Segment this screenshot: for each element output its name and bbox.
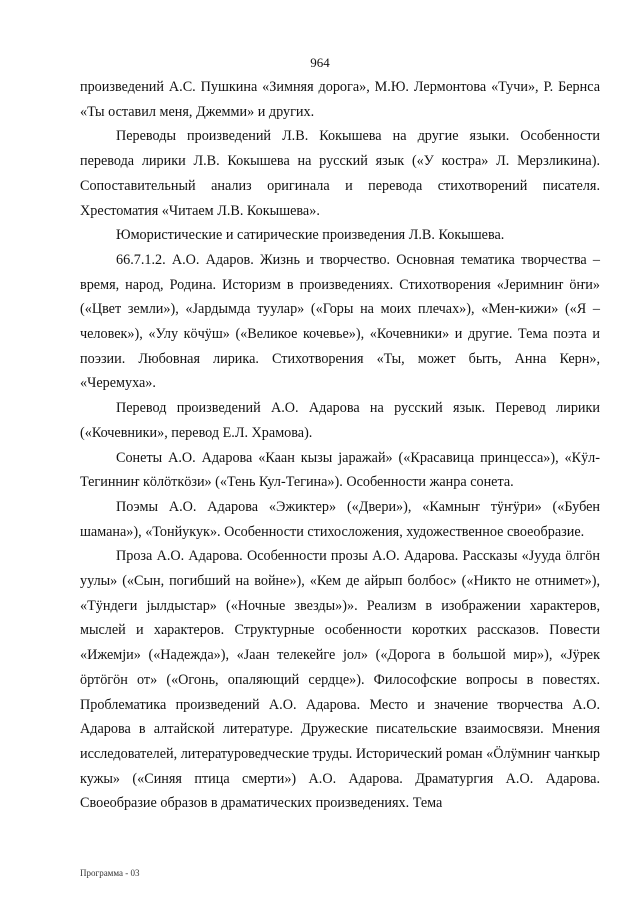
document-body	[80, 75, 600, 816]
paragraph-adarov-life: 66.7.1.2. А.О. Адаров. Жизнь и творчество. Основная тематика творчества – время, народ, Родина. Историзм в произведениях. Стихотворения «Јеримниҥ ӧҥи» («Цвет земли»), «Јардымда туулар» («Горы на моих плечах»), «Мен-кижи» («Я – человек»), «Улу кӧчӱш» («Великое кочевье»), «Кочевники» и другие. Тема поэта и поэзии. Любовная лирика. Стихотворения «Ты, может быть, Анна Керн», «Черемуха».	[80, 251, 600, 392]
paragraph-adarov-poems: Поэмы А.О. Адарова «Эжиктер» («Двери»), «Камныҥ тӱҥӱри» («Бубен шамана»), «Тонйукук». Особенности стихосложения, художественное своеобразие.	[80, 498, 600, 540]
paragraph-adarov-translation: Перевод произведений А.О. Адарова на русский язык. Перевод лирики («Кочевники», перевод Е.Л. Храмова).	[80, 400, 600, 441]
paragraph-kokyshev-translations: Переводы произведений Л.В. Кокышева на другие языки. Особенности перевода лирики Л.В. Кокышева на русский язык («У костра» Л. Мерзликина). Сопоставительный анализ оригинала и перевода стихотворений писателя. Хрестоматия «Читаем Л.В. Кокышева».	[80, 128, 600, 219]
page-footer: Программа - 03	[80, 868, 140, 878]
paragraph-adarov-sonnets: Сонеты А.О. Адарова «Каан кызы јаражай» («Красавица принцесса»), «Кӱл-Тегинниҥ кӧлӧткӧзи» («Тень Кул-Тегина»). Особенности жанра сонета.	[80, 449, 600, 491]
page-number: 964	[310, 55, 330, 70]
paragraph-pushkin-translations: произведений А.С. Пушкина «Зимняя дорога», М.Ю. Лермонтова «Тучи», Р. Бернса «Ты оставил меня, Джемми» и других.	[80, 79, 600, 120]
paragraph-adarov-prose: Проза А.О. Адарова. Особенности прозы А.О. Адарова. Рассказы «Јууда ӧлгӧн уулы» («Сын, погибший на войне»), «Кем де айрып болбос» («Никто не отнимет»), «Тӱндеги јылдыстар» («Ночные звезды»)». Реализм в изображении характеров, мыслей и характеров. Структурные особенности коротких рассказов. Повести «Ижемји» («Надежда»), «Јаан телекейге јол» («Дорога в большой мир»), «Јӱрек ӧртӧгӧн от» («Огонь, опаляющий сердце»). Философские вопросы в повестях. Проблематика произведений А.О. Адарова. Место и значение творчества А.О. Адарова в алтайской литературе. Дружеские писательские взаимосвязи. Мнения исследователей, литературоведческие труды. Исторический роман «Ӧлӱмниҥ чаҥкыр кужы» («Синяя птица смерти») А.О. Адарова. Драматургия А.О. Адарова. Своеобразие образов в драматических произведениях. Тема	[80, 548, 600, 812]
paragraph-kokyshev-humor: Юмористические и сатирические произведения Л.В. Кокышева.	[116, 227, 505, 244]
